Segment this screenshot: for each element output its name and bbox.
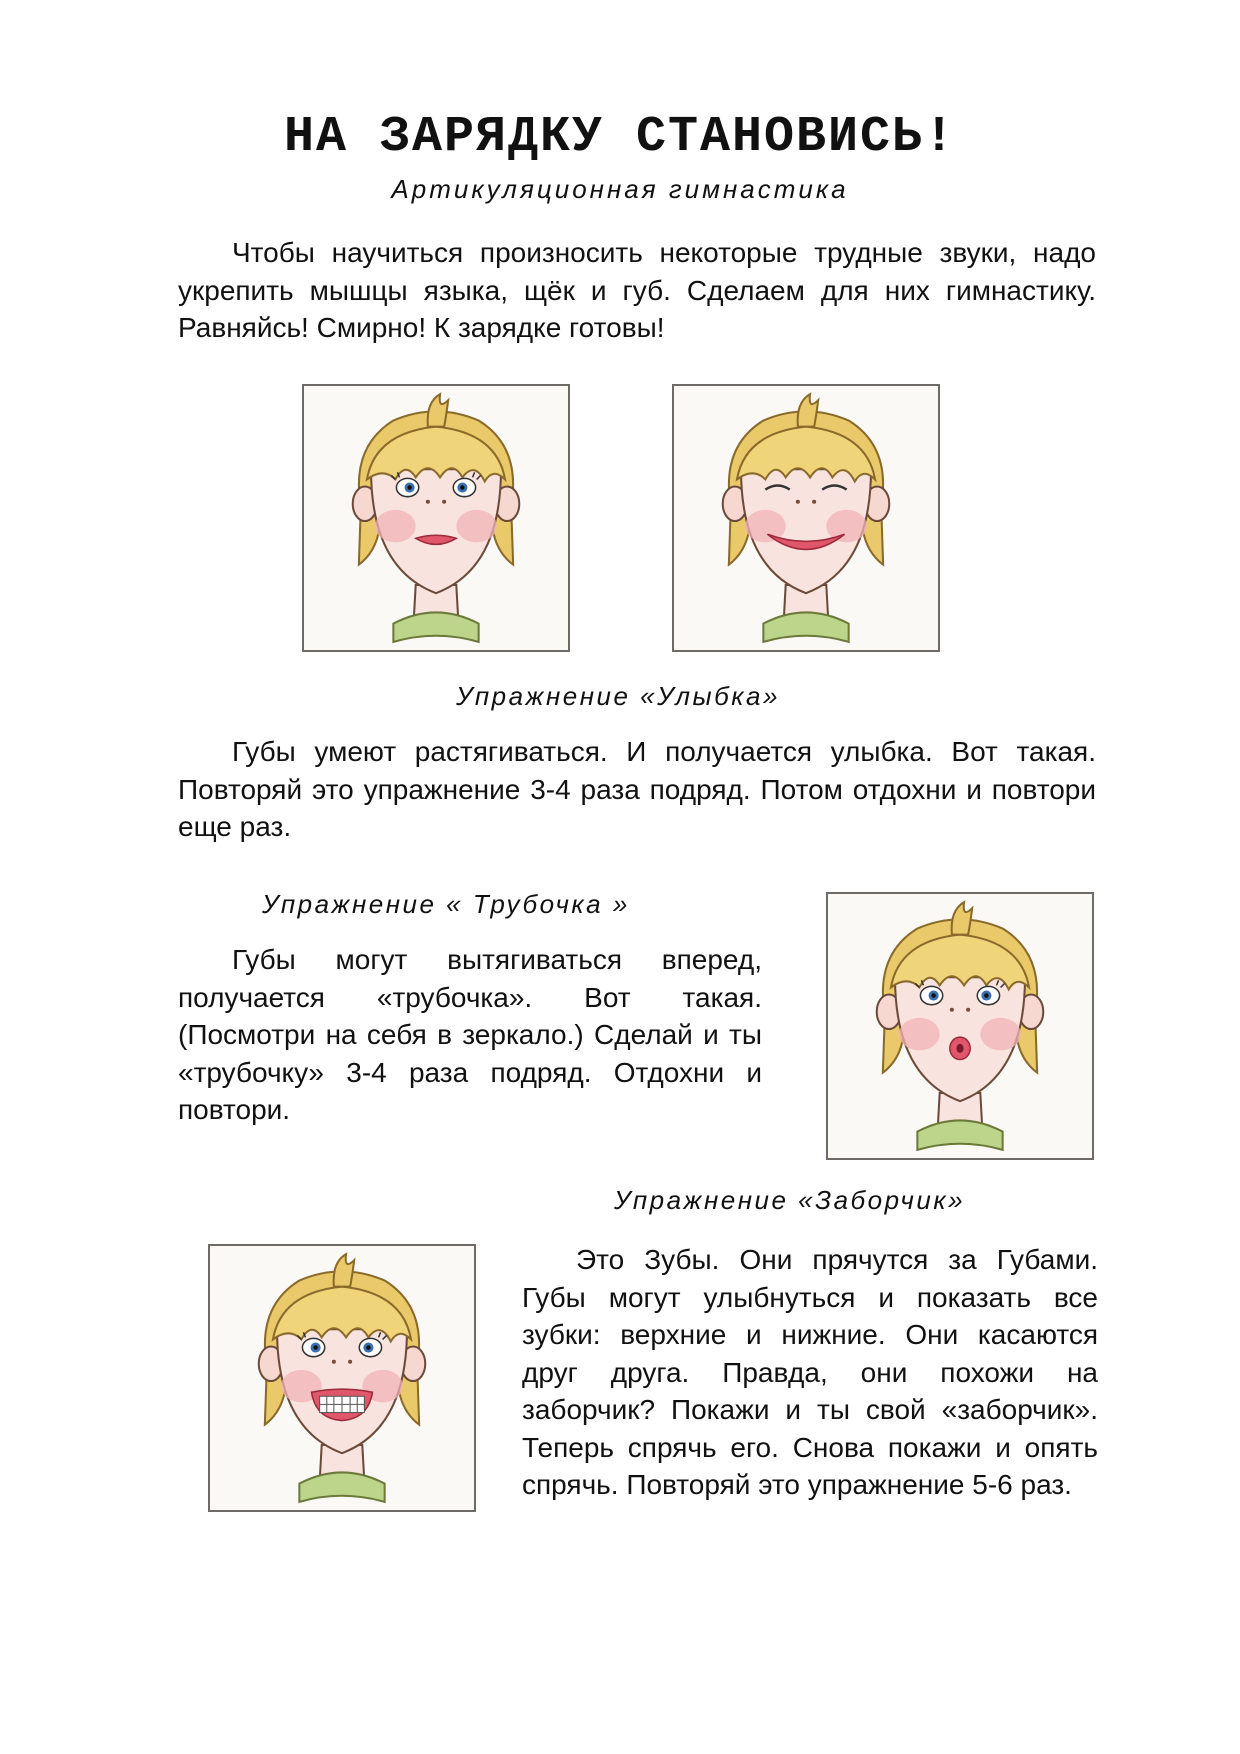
face-smile-illustration: [672, 384, 940, 652]
exercise-tube-heading: Упражнение « Трубочка »: [262, 889, 630, 919]
face-fence-illustration: [208, 1244, 476, 1512]
face-neutral-illustration: [302, 384, 570, 652]
intro-paragraph: Чтобы научиться произносить некоторые трудные звуки, надо укрепить мышцы языка, щёк и губ. Сделаем для них гимнастику. Равняйсь! Смирно! К зарядке готовы!: [178, 237, 1096, 343]
exercise-smile-text: Губы умеют растягиваться. И получается улыбка. Вот такая. Повторяй это упражнение 3-4 раза подряд. Потом отдохни и повтори еще раз.: [178, 736, 1096, 842]
exercise-fence-heading: Упражнение «Заборчик»: [614, 1185, 966, 1215]
page-title: НА ЗАРЯДКУ СТАНОВИСЬ!: [283, 109, 957, 166]
exercise-tube-text: Губы могут вытягиваться вперед, получается «трубочка». Вот такая. (Посмотри на себя в зеркало.) Сделай и ты «трубочку» 3-4 раза подряд. Отдохни и повтори.: [178, 944, 762, 1125]
exercise-smile-heading: Упражнение «Улыбка»: [456, 681, 780, 711]
page-subtitle: Артикуляционная гимнастика: [391, 174, 849, 204]
face-tube-illustration: [826, 892, 1094, 1160]
exercise-fence-text: Это Зубы. Они прячутся за Губами. Губы могут улыбнуться и показать все зубки: верхние и нижние. Они касаются друг друга. Правда, они похожи на заборчик? Покажи и ты свой «заборчик». Теперь спрячь его. Снова покажи и опять спрячь. Повторяй это упражнение 5-6 раз.: [522, 1244, 1098, 1500]
